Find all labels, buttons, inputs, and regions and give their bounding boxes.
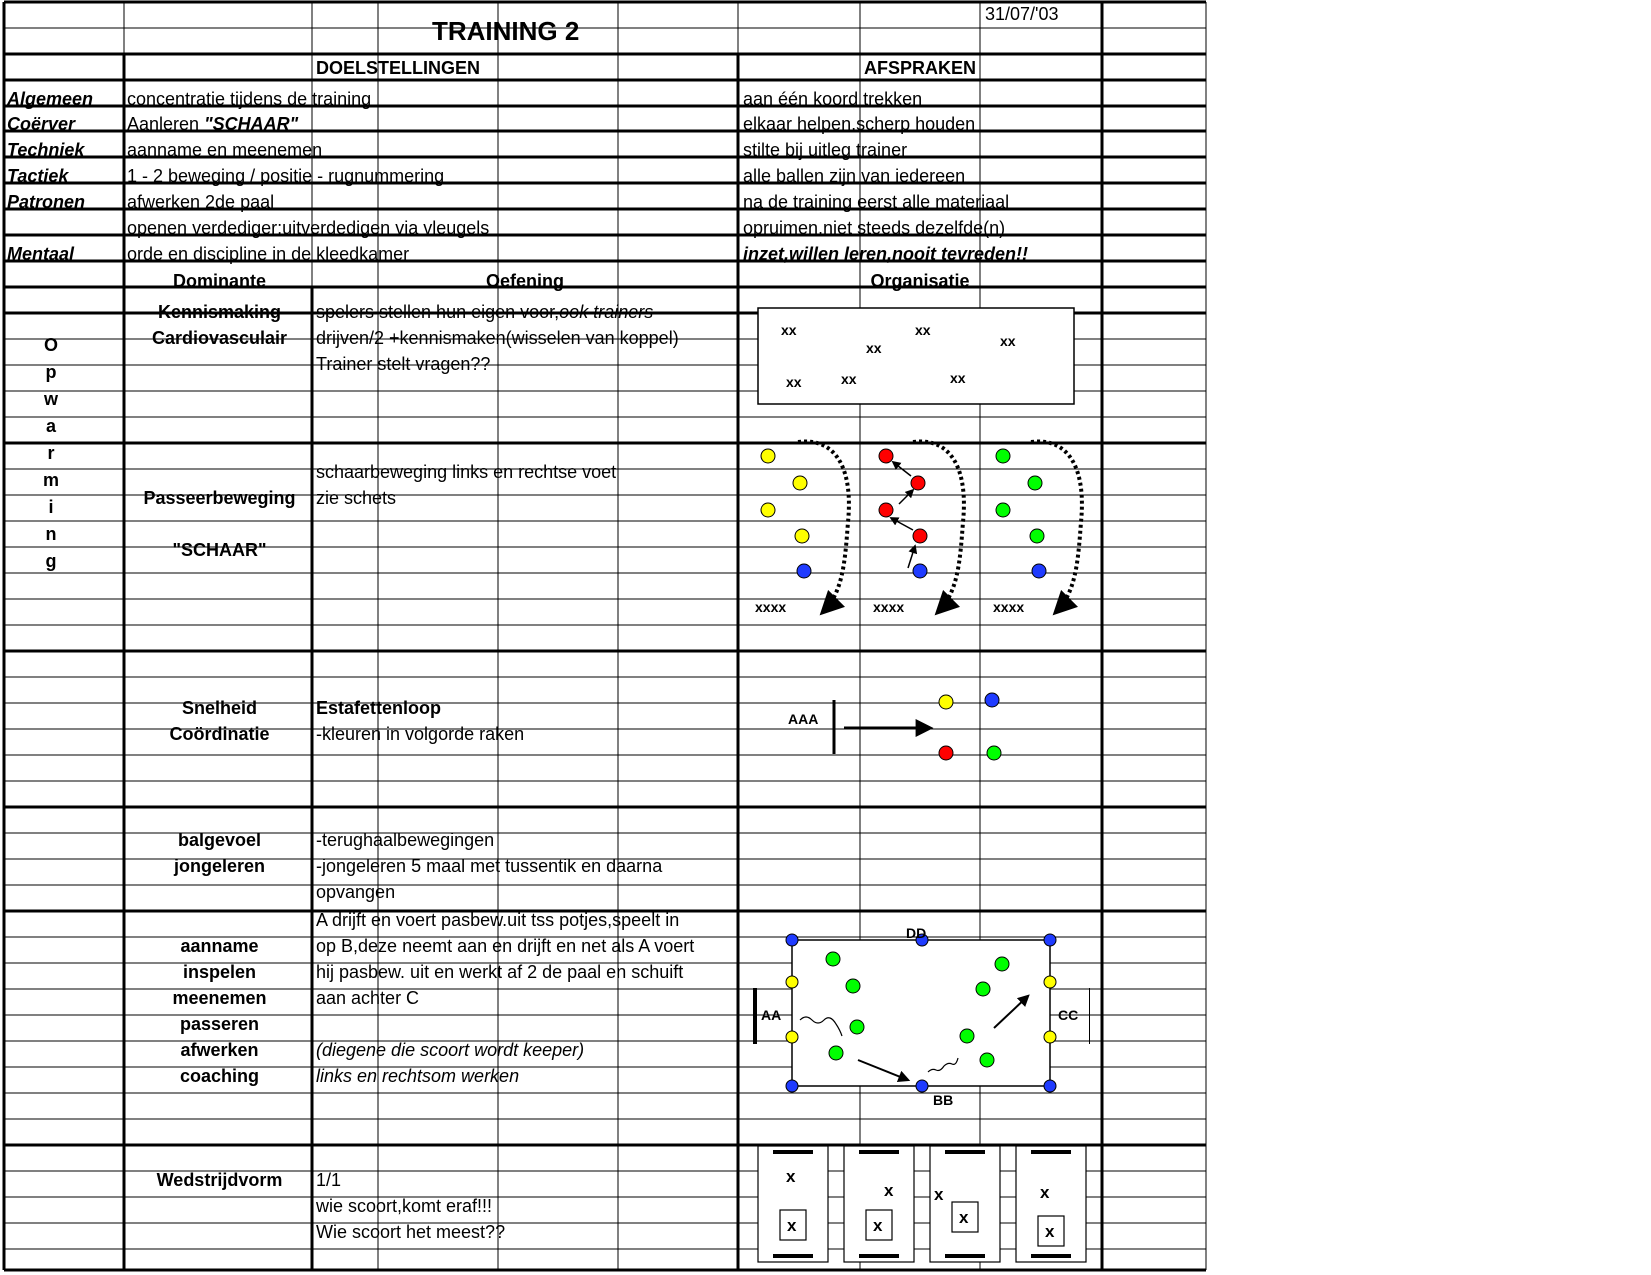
player-x: x <box>1040 1183 1050 1202</box>
dominante-item: meenemen <box>172 988 267 1008</box>
label-mentaal: Mentaal <box>7 244 75 264</box>
oefening-line: drijven/2 +kennismaken(wisselen van koppel) <box>316 328 679 348</box>
dominante-item: Snelheid <box>181 698 257 718</box>
keeper-x: x <box>1045 1222 1055 1241</box>
cone-yellow <box>1044 976 1056 988</box>
oefening-line: schaarbeweging links en rechtse voet <box>316 462 617 482</box>
oefening-line: Wie scoort het meest?? <box>316 1222 506 1242</box>
oefening-line: -kleuren in volgorde raken <box>316 724 525 744</box>
mini-field <box>1016 1146 1086 1262</box>
oefening-line: (diegene die scoort wordt keeper) <box>316 1040 585 1060</box>
diagram-estafette <box>780 680 1040 780</box>
oefening-line: op B,deze neemt aan en drijft en net als A voert <box>316 936 695 956</box>
goal-coerver-emphasis: "SCHAAR" <box>204 114 299 134</box>
cone-green <box>1030 529 1044 543</box>
keeper-x: x <box>873 1216 883 1235</box>
side-letter: m <box>42 470 59 490</box>
goals-heading: DOELSTELLINGEN <box>316 58 481 78</box>
cone-green <box>846 979 860 993</box>
cone-blue <box>916 1080 928 1092</box>
dominante-item: inspelen <box>182 962 257 982</box>
cone-green <box>826 952 840 966</box>
player-x: x <box>934 1185 944 1204</box>
oefening-line: hij pasbew. uit en werkt af 2 de paal en schuift <box>316 962 684 982</box>
side-letter: p <box>45 362 57 382</box>
dominante-item: coaching <box>179 1066 259 1086</box>
dominante-item: Cardiovasculair <box>151 328 288 348</box>
cone-red <box>879 449 893 463</box>
oefening-line: wie scoort,komt eraf!!! <box>316 1196 493 1216</box>
cone-blue <box>797 564 811 578</box>
side-letter: n <box>45 524 57 544</box>
cone-yellow <box>761 503 775 517</box>
goal-mentaal: orde en discipline in de kleedkamer <box>127 244 410 264</box>
cone-yellow <box>761 449 775 463</box>
label-patronen: Patronen <box>7 192 86 212</box>
player-x: x <box>884 1181 894 1200</box>
player-mark: xx <box>866 340 882 356</box>
oefening-line: zie schets <box>316 488 397 508</box>
cone-blue <box>1032 564 1046 578</box>
diagram-schaar <box>743 432 1103 632</box>
player-mark: xx <box>950 370 966 386</box>
label-tactiek: Tactiek <box>7 166 69 186</box>
agreements-heading: AFSPRAKEN <box>864 58 977 78</box>
dominante-item: Kennismaking <box>157 302 282 322</box>
dominante-item: Coördinatie <box>169 724 270 744</box>
dominante-item: passeren <box>179 1014 260 1034</box>
cone-yellow <box>793 476 807 490</box>
agreement-item: na de training eerst alle materiaal <box>743 192 1010 212</box>
goal-algemeen: concentratie tijdens de training <box>127 89 372 109</box>
mini-field <box>844 1146 914 1262</box>
cone-red <box>879 503 893 517</box>
cone-blue <box>786 1080 798 1092</box>
player-mark: xx <box>915 322 931 338</box>
oefening-line: links en rechtsom werken <box>316 1066 520 1086</box>
player-mark: xx <box>781 322 797 338</box>
cone-yellow <box>795 529 809 543</box>
oefening-line: 1/1 <box>316 1170 342 1190</box>
player-group: AA <box>761 1007 782 1023</box>
mini-field <box>930 1146 1000 1262</box>
player-mark: xx <box>841 371 857 387</box>
oefening-italic: ook trainers <box>559 302 654 322</box>
goal-patronen-1: afwerken 2de paal <box>127 192 275 212</box>
cone-yellow <box>786 1031 798 1043</box>
date-label: 31/07/'03 <box>985 4 1059 24</box>
player-mark: xx <box>1000 333 1016 349</box>
oefening-line: Trainer stelt vragen?? <box>316 354 491 374</box>
cone-green <box>980 1053 994 1067</box>
oefening-line: aan achter C <box>316 988 420 1008</box>
goal-techniek: aanname en meenemen <box>127 140 323 160</box>
player-group: xxxx <box>993 599 1025 615</box>
oefening-line: opvangen <box>316 882 396 902</box>
mini-field <box>758 1146 828 1262</box>
dominante-item: Passeerbeweging <box>143 488 296 508</box>
cone-green <box>996 503 1010 517</box>
dominante-item: "SCHAAR" <box>172 540 267 560</box>
player-mark: xx <box>786 374 802 390</box>
col-dominante: Dominante <box>172 271 266 291</box>
player-group: BB <box>933 1092 954 1108</box>
agreement-item: alle ballen zijn van iedereen <box>743 166 966 186</box>
keeper-x: x <box>787 1216 797 1235</box>
cone-yellow <box>1044 1031 1056 1043</box>
diagram-wedstrijdvorm <box>750 1140 1090 1270</box>
cone-yellow <box>786 976 798 988</box>
page-title: TRAINING 2 <box>432 16 580 46</box>
col-oefening: Oefening <box>485 271 564 291</box>
cone-blue <box>913 564 927 578</box>
cone-red <box>911 476 925 490</box>
cone-green <box>829 1046 843 1060</box>
cone-green <box>850 1020 864 1034</box>
side-letter: w <box>43 389 58 409</box>
cone-yellow <box>939 695 953 709</box>
cone-blue <box>786 934 798 946</box>
agreement-item: stilte bij uitleg trainer <box>743 140 908 160</box>
agreement-item: inzet,willen leren,nooit tevreden!! <box>743 244 1029 264</box>
goal-tactiek: 1 - 2 beweging / positie - rugnummering <box>127 166 445 186</box>
oefening-text: spelers stellen hun eigen voor, <box>316 302 560 322</box>
label-algemeen: Algemeen <box>7 89 94 109</box>
goal-coerver-prefix: Aanleren <box>127 114 205 134</box>
cone-blue <box>985 693 999 707</box>
cone-red <box>913 529 927 543</box>
player-group: xxxx <box>873 599 905 615</box>
dribble-arrow <box>893 462 911 476</box>
oefening-title: Estafettenloop <box>316 698 442 718</box>
dominante-item: balgevoel <box>177 830 262 850</box>
cone-green <box>996 449 1010 463</box>
oefening-line: -terughaalbewegingen <box>316 830 495 850</box>
agreement-item: elkaar helpen,scherp houden <box>743 114 976 134</box>
player-x: x <box>786 1167 796 1186</box>
dominante-item: Wedstrijdvorm <box>156 1170 283 1190</box>
label-coerver: Coërver <box>7 114 76 134</box>
cone-blue <box>1044 1080 1056 1092</box>
player-group: CC <box>1058 1007 1079 1023</box>
side-letter: O <box>43 335 58 355</box>
goal-coerver <box>127 114 298 134</box>
label-techniek: Techniek <box>7 140 85 160</box>
agreement-item: opruimen,niet steeds dezelfde(n) <box>743 218 1006 238</box>
dribble-arrow <box>908 546 915 568</box>
cone-green <box>960 1029 974 1043</box>
oefening-line: A drijft en voert pasbew.uit tss potjes,speelt in <box>316 910 680 930</box>
diagram-kennismaking <box>752 302 1082 412</box>
player-group: AAA <box>788 711 819 727</box>
run-path <box>913 442 964 612</box>
dribble-arrow <box>899 490 913 504</box>
cone-green <box>987 746 1001 760</box>
side-letter: a <box>45 416 56 436</box>
agreement-item: aan één koord trekken <box>743 89 923 109</box>
col-organisatie: Organisatie <box>870 271 970 291</box>
player-group: DD <box>906 925 927 941</box>
oefening-line: -jongeleren 5 maal met tussentik en daarna <box>316 856 663 876</box>
cone-blue <box>1044 934 1056 946</box>
cone-green <box>1028 476 1042 490</box>
side-letter: g <box>45 551 57 571</box>
dominante-item: aanname <box>180 936 259 956</box>
run-path <box>798 442 849 612</box>
dominante-item: jongeleren <box>173 856 266 876</box>
dribble-arrow <box>891 518 913 530</box>
player-group: xxxx <box>755 599 787 615</box>
cone-red <box>939 746 953 760</box>
goal-patronen-2: openen verdediger;uitverdedigen via vleugels <box>127 218 490 238</box>
keeper-x: x <box>959 1208 969 1227</box>
cone-green <box>976 982 990 996</box>
side-letter: r <box>47 443 55 463</box>
side-letter: i <box>48 497 54 517</box>
dominante-item: afwerken <box>180 1040 259 1060</box>
run-path <box>1031 442 1082 612</box>
diagram-aanname <box>740 912 1090 1122</box>
cone-green <box>995 957 1009 971</box>
oefening-line <box>316 302 653 322</box>
